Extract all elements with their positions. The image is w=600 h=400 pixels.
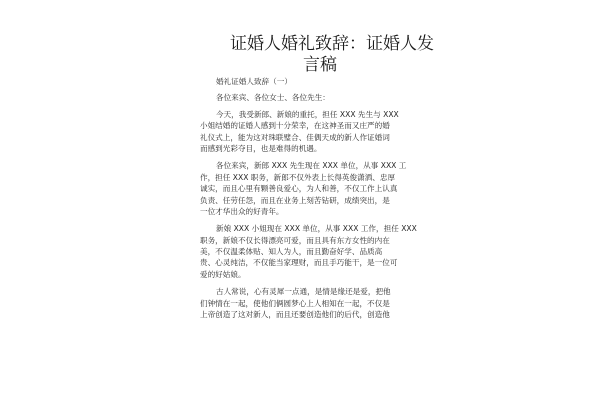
paragraph-line: 上帝创造了这对新人，而且还要创造他们的后代，创造他 [200,310,390,320]
document-title [230,34,434,76]
paragraph [200,109,410,155]
title-line: 言稿 [303,55,337,75]
paragraph-line: 一位才华出众的好青年。 [200,206,284,216]
paragraph [200,223,417,280]
document-body [200,76,417,320]
salutation: 各位来宾、各位女士、各位先生： [216,93,330,103]
paragraph [200,286,410,320]
paragraph-line: 们钟情在一起，使他们俩圆梦心上人相知在一起，不仅是 [200,298,390,308]
paragraph-line: 小姐结婚的证婚人感到十分荣幸，在这神圣而又庄严的婚 [200,121,390,131]
paragraph [200,160,410,217]
paragraph-line: 负责、任劳任怨，而且在业务上刻苦钻研，成绩突出，是 [200,195,390,205]
paragraph-line: 礼仪式上，能为这对珠联璧合、佳偶天成的新人作证婚词 [200,132,390,142]
paragraph-line: 职务，新娘不仅长得漂亮可爱，而且具有东方女性的内在 [200,235,390,245]
paragraph-line: 而感到光彩夺目，也是难得的机遇。 [200,143,322,153]
paragraph-line: 贵、心灵纯洁，不仅能当家理财，而且手巧能干，是一位可 [200,258,398,268]
paragraph-line: 新娘 XXX 小姐现在 XXX 单位，从事 XXX 工作，担任 XXX [216,224,417,234]
title-line: 证婚人婚礼致辞：证婚人发 [230,34,434,54]
paragraph-line: 爱的好姑娘。 [200,269,246,279]
paragraph-line: 诚实，而且心里有颗善良爱心，为人和善，不仅工作上认真 [200,184,398,194]
document-subtitle: 婚礼证婚人致辞（一） [216,77,292,86]
paragraph-line: 作，担任 XXX 职务，新郎不仅外表上长得英俊潇洒、忠厚 [200,172,396,182]
paragraph-line: 各位来宾，新郎 XXX 先生现在 XXX 单位，从事 XXX 工 [216,161,407,171]
paragraph-line: 古人常说，心有灵犀一点通，是情是缘还是爱，把他 [216,287,391,297]
paragraph-line: 美，不仅温柔体贴、知人为人，而且勤奋好学、品质高 [200,247,383,257]
paragraph-line: 今天，我受新郎、新娘的重托，担任 XXX 先生与 XXX [216,109,399,119]
